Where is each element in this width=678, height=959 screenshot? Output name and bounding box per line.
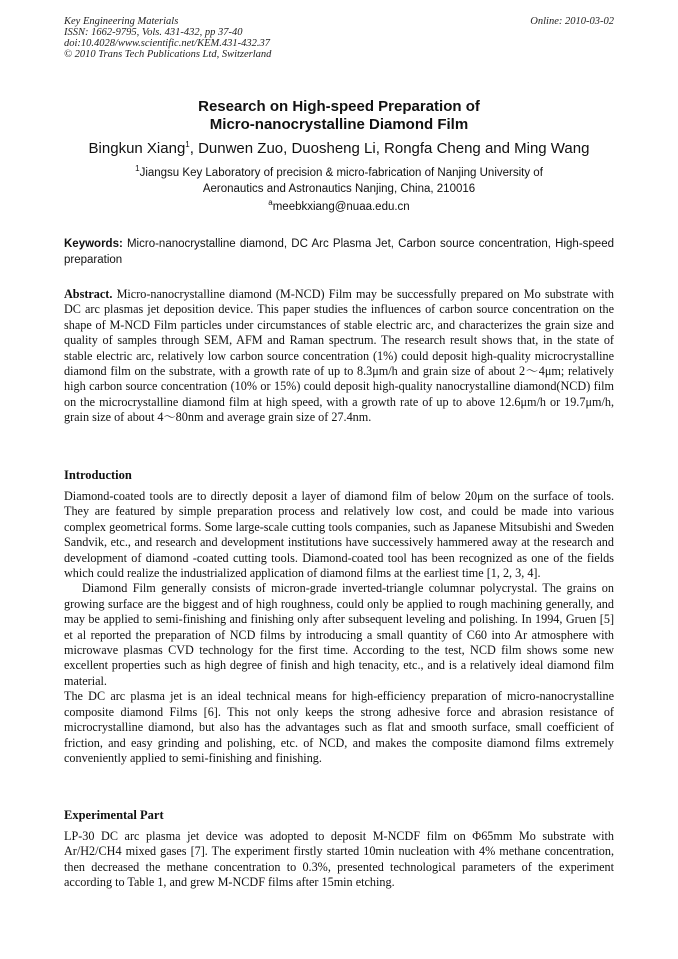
author-email: [0, 198, 678, 213]
email-address: meebkxiang@nuaa.edu.cn: [272, 201, 410, 213]
other-authors: , Dunwen Zuo, Duosheng Li, Rongfa Cheng and Ming Wang: [189, 140, 590, 157]
affiliation-line-2: Aeronautics and Astronautics Nanjing, China, 210016: [202, 183, 476, 195]
abstract-label: Abstract.: [64, 287, 113, 301]
online-date: Online: 2010-03-02: [530, 16, 614, 27]
paper-title-line-1: Research on High-speed Preparation of: [198, 98, 480, 115]
keywords-text: Micro-nanocrystalline diamond, DC Arc Plasma Jet, Carbon source concentration, High-speed preparation: [64, 238, 614, 266]
experimental-paragraph-1: LP-30 DC arc plasma jet device was adopted to deposit M-NCDF film on Φ65mm Mo substrate with Ar/H2/CH4 mixed gases [7]. The experiment firstly started 10min nucleation with 4% methane concentration, then decreased the methane concentration to 0.3%, presented technological parameters of the experiment according to Table 1, and grew M-NCDF films after 15min etching.: [64, 829, 614, 890]
email-sup: a: [268, 198, 273, 208]
intro-paragraph-2: Diamond Film generally consists of micron-grade inverted-triangle columnar polycrystal. The grains on growing surface are the biggest and of high roughness, could only be applied to rough machining generally, and may be applied to semi-finishing and finishing only after subsequent leveling and polishing. In 1994, Gruen [5] et al reported the preparation of NCD films by introducing a small quantity of C60 into Ar atmosphere with microwave plasmas CVD technology for the first time. According to the test, NCD film shows some new excellent properties such as high degree of finish and high tenacity, etc., and is a relatively ideal diamond film material.: [64, 581, 614, 688]
doi-line: doi:10.4028/www.scientific.net/KEM.431-432.37: [64, 38, 270, 49]
experimental-heading: Experimental Part: [64, 808, 164, 822]
intro-paragraph-3: The DC arc plasma jet is an ideal technical means for high-efficiency preparation of micro-nanocrystalline composite diamond Films [6]. This not only keeps the strong adhesive force and abrasion resistance of microcrystalline diamond, but also has the advantages such as flat and smooth surface, small coefficient of friction, and easy grinding and polishing, etc. of NCD, and makes the composite diamond films extremely conveniently applied to semi-finishing and finishing.: [64, 689, 614, 765]
paper-title-line-2: Micro-nanocrystalline Diamond Film: [209, 116, 469, 133]
copyright-line: © 2010 Trans Tech Publications Ltd, Switzerland: [64, 49, 272, 60]
introduction-heading: Introduction: [64, 468, 132, 482]
keywords: [64, 236, 614, 268]
first-author: Bingkun Xiang: [88, 140, 186, 157]
abstract-text: Micro-nanocrystalline diamond (M-NCD) Film may be successfully prepared on Mo substrate with DC arc plasmas jet deposition device. This paper studies the influences of carbon source concentration on the shape of M-NCD Film particles under circumstances of stable electric arc, and characterizes the grain size and quality of samples through SEM, AFM and Raman spectrum. The research result shows that, in the state of stable electric arc, relatively low carbon source concentration (1%) could deposit high-quality microcrystalline diamond film on the substrate, with a growth rate of up to 8.3μm/h and grain size of about 2～4μm; relatively high carbon source concentration (10% or 15%) could deposit high-quality nanocrystalline diamond(NCD) film on the microcrystalline diamond film at high speed, with a growth rate of up to above 12.6μm/h or 19.7μm/h, grain size of about 4～80nm and average grain size of 27.4nm.: [64, 287, 614, 425]
affiliation-line-1: Jiangsu Key Laboratory of precision & micro-fabrication of Nanjing University of: [139, 167, 543, 179]
first-author-sup: 1: [185, 140, 190, 149]
issn-line: ISSN: 1662-9795, Vols. 431-432, pp 37-40: [64, 27, 243, 38]
keywords-label: Keywords:: [64, 238, 123, 250]
intro-paragraph-1: Diamond-coated tools are to directly deposit a layer of diamond film of below 20μm on the surface of tools. They are featured by simple preparation process and relatively low cost, and could be made into various complex geometrical forms. Some large-scale cutting tools companies, such as Japanese Mitsubishi and Sweden Sandvik, etc., and research and development institutions have successively hammered away at the research and development of diamond -coated cutting tools. Diamond-coated tool has been recognized as one of the fields which could realize the industrialized application of diamond films at the earliest time [1, 2, 3, 4].: [64, 489, 614, 581]
affiliation: [0, 165, 678, 197]
author-list: [0, 140, 678, 157]
abstract: [64, 287, 614, 426]
journal-name: Key Engineering Materials: [64, 16, 179, 27]
experimental-body: [64, 829, 614, 891]
affiliation-sup: 1: [135, 164, 140, 174]
introduction-body: [64, 489, 614, 766]
